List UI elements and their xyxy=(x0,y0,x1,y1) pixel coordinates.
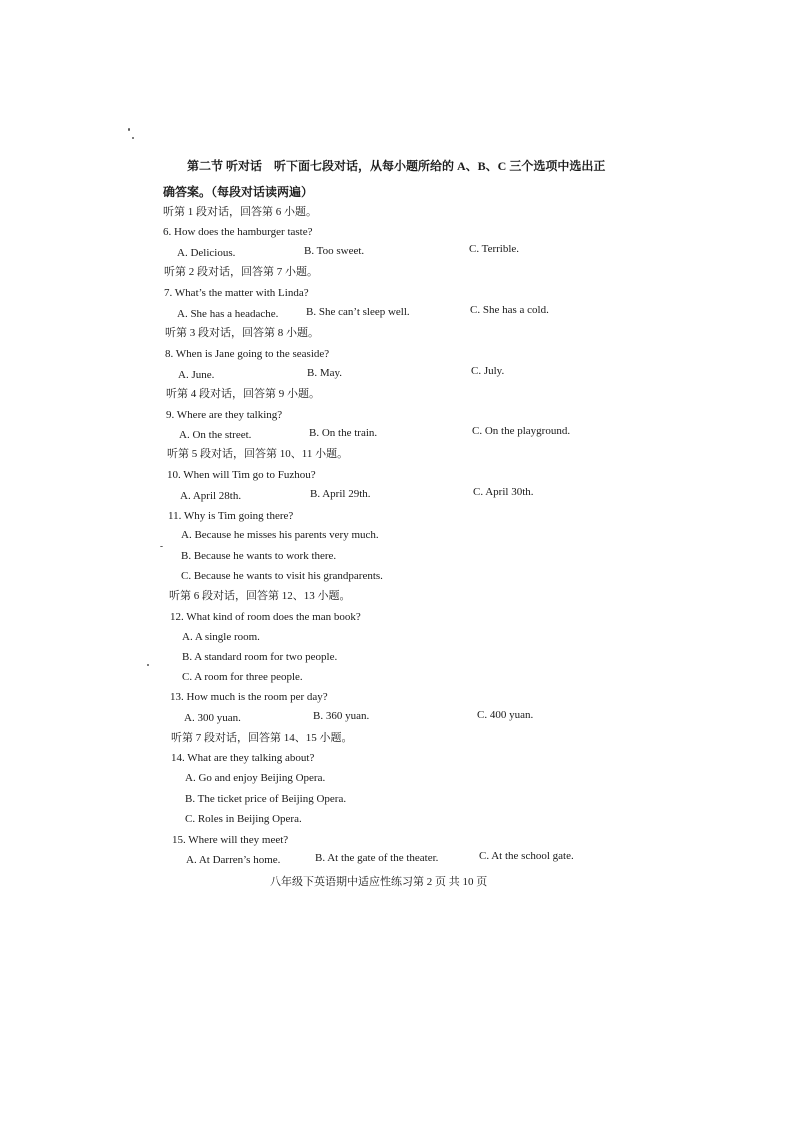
scan-speck xyxy=(132,137,134,139)
option-15c[interactable]: C. At the school gate. xyxy=(479,850,574,862)
option-9b[interactable]: B. On the train. xyxy=(309,427,378,439)
scan-speck xyxy=(147,664,149,666)
question-10: 10. When will Tim go to Fuzhou? xyxy=(167,469,316,481)
option-13c[interactable]: C. 400 yuan. xyxy=(477,709,534,721)
option-12c[interactable]: C. A room for three people. xyxy=(182,671,303,683)
option-8c[interactable]: C. July. xyxy=(471,365,505,377)
instruction: 听第 5 段对话，回答第 10、11 小题。 xyxy=(167,448,349,460)
option-6c[interactable]: C. Terrible. xyxy=(469,243,520,255)
instruction: 听第 2 段对话，回答第 7 小题。 xyxy=(164,266,318,278)
instruction: 听第 7 段对话，回答第 14、15 小题。 xyxy=(171,732,353,744)
option-14c[interactable]: C. Roles in Beijing Opera. xyxy=(185,813,302,825)
option-8a[interactable]: A. June. xyxy=(178,369,215,381)
option-6a[interactable]: A. Delicious. xyxy=(177,247,236,259)
option-8b[interactable]: B. May. xyxy=(307,367,343,379)
option-6b[interactable]: B. Too sweet. xyxy=(304,245,365,257)
section-heading-cont: 确答案。（每段对话读两遍） xyxy=(163,185,314,199)
instruction: 听第 1 段对话，回答第 6 小题。 xyxy=(163,206,317,218)
option-15a[interactable]: A. At Darren’s home. xyxy=(186,854,281,866)
option-13a[interactable]: A. 300 yuan. xyxy=(184,712,241,724)
option-10a[interactable]: A. April 28th. xyxy=(180,490,242,502)
option-7c[interactable]: C. She has a cold. xyxy=(470,304,549,316)
instruction: 听第 4 段对话，回答第 9 小题。 xyxy=(166,388,320,400)
question-8: 8. When is Jane going to the seaside? xyxy=(165,348,330,360)
option-14a[interactable]: A. Go and enjoy Beijing Opera. xyxy=(185,772,326,784)
option-10c[interactable]: C. April 30th. xyxy=(473,486,534,498)
section-heading: 第二节 听对话 听下面七段对话，从每小题所给的 A、B、C 三个选项中选出正 xyxy=(187,159,606,173)
page-footer: 八年级下英语期中适应性练习第 2 页 共 10 页 xyxy=(270,876,488,888)
instruction: 听第 3 段对话，回答第 8 小题。 xyxy=(165,327,319,339)
option-14b[interactable]: B. The ticket price of Beijing Opera. xyxy=(185,793,347,805)
option-11b[interactable]: B. Because he wants to work there. xyxy=(181,550,337,562)
question-12: 12. What kind of room does the man book? xyxy=(170,611,361,623)
question-11: 11. Why is Tim going there? xyxy=(168,510,294,522)
question-13: 13. How much is the room per day? xyxy=(170,691,328,703)
question-9: 9. Where are they talking? xyxy=(166,409,283,421)
question-6: 6. How does the hamburger taste? xyxy=(163,226,313,238)
instruction: 听第 6 段对话，回答第 12、13 小题。 xyxy=(169,590,351,602)
option-7a[interactable]: A. She has a headache. xyxy=(177,308,279,320)
question-14: 14. What are they talking about? xyxy=(171,752,315,764)
scan-speck xyxy=(160,546,163,547)
option-11a[interactable]: A. Because he misses his parents very much. xyxy=(181,529,379,541)
option-15b[interactable]: B. At the gate of the theater. xyxy=(315,852,439,864)
option-12a[interactable]: A. A single room. xyxy=(182,631,260,643)
question-15: 15. Where will they meet? xyxy=(172,834,289,846)
option-9a[interactable]: A. On the street. xyxy=(179,429,252,441)
option-13b[interactable]: B. 360 yuan. xyxy=(313,710,370,722)
option-10b[interactable]: B. April 29th. xyxy=(310,488,371,500)
question-7: 7. What’s the matter with Linda? xyxy=(164,287,309,299)
option-9c[interactable]: C. On the playground. xyxy=(472,425,571,437)
option-11c[interactable]: C. Because he wants to visit his grandparents. xyxy=(181,570,383,582)
option-12b[interactable]: B. A standard room for two people. xyxy=(182,651,338,663)
option-7b[interactable]: B. She can’t sleep well. xyxy=(306,306,410,318)
scan-speck xyxy=(128,128,130,131)
